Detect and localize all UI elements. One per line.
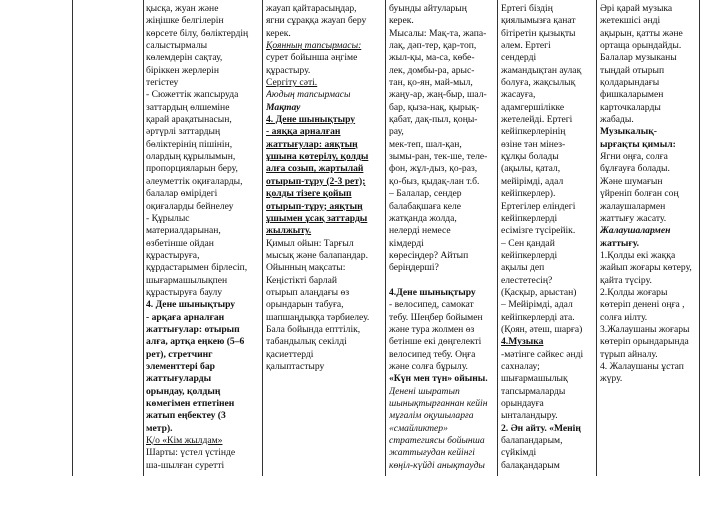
text-line: кейіпкерлерді ата. bbox=[501, 311, 575, 323]
text-line: әлем. Ертегі bbox=[501, 40, 551, 52]
text-line: тегістеу bbox=[146, 77, 179, 89]
text-line: ұшымен ұсақ заттарды bbox=[266, 212, 368, 224]
column-divider bbox=[143, 0, 144, 476]
text-line: Жалаушалармен bbox=[600, 225, 671, 237]
text-line: қо-быз, қыдақ-лан т.б. bbox=[389, 175, 480, 187]
text-line: Бала бойында епттілік, bbox=[266, 323, 361, 335]
text-line: (ақылы, қатал, bbox=[501, 163, 561, 175]
text-line: көрсете білу, бөліктердің bbox=[146, 27, 249, 39]
text-line: Кеңістікті барлай bbox=[266, 274, 337, 286]
text-line: - велосипед, самокат bbox=[389, 299, 474, 311]
text-line: – Балалар, сендер bbox=[389, 188, 462, 200]
text-line: Мақтау bbox=[266, 101, 301, 113]
text-line: мейірімді, адал bbox=[501, 175, 564, 187]
text-line: жатқанда жолда, bbox=[389, 212, 457, 224]
text-line: құрастыру. bbox=[266, 64, 311, 76]
text-line: (Қоян, әтеш, шарға) bbox=[501, 323, 583, 335]
text-line: рет), стретчинг bbox=[146, 348, 213, 360]
text-line: шынықтырғаннан кейін bbox=[389, 398, 488, 409]
text-line: карточкаларды bbox=[600, 101, 661, 113]
column-word-syllables bbox=[389, 3, 497, 472]
text-line: құрастыруға баулу bbox=[146, 286, 223, 298]
text-line: жаттығудан кейінгі bbox=[389, 447, 475, 459]
text-line: -мәтінге сәйкес әнді bbox=[501, 348, 584, 360]
text-line: жалаушалармен bbox=[600, 200, 666, 212]
text-line: – Мейірімді, адал bbox=[501, 299, 573, 311]
text-line: нелерді немесе bbox=[389, 225, 451, 237]
text-line: - арқаға арналған bbox=[146, 311, 225, 323]
text-line: қабат, дақ-пыл, қоңы- bbox=[389, 114, 478, 126]
text-line: жауап қайтарасыңдар, bbox=[266, 3, 357, 14]
column-story-activities bbox=[266, 3, 385, 373]
column-divider bbox=[385, 0, 386, 476]
text-line: алға, артқа еңкею (5–6 bbox=[146, 336, 245, 348]
text-line: керек. bbox=[266, 27, 291, 39]
text-line: Әрі қарай музыка bbox=[600, 3, 673, 14]
text-line: оқиғаларды бейнелеу bbox=[146, 200, 234, 212]
text-line: және солға бұрылу. bbox=[389, 360, 468, 372]
text-line: жаттығулар: отырып bbox=[146, 323, 240, 335]
text-line: солға иілту. bbox=[600, 311, 648, 323]
text-line: фишкаларымен bbox=[600, 89, 664, 101]
text-line: отырып-тұру; аяқтың bbox=[266, 200, 363, 212]
text-line: Ойынның мақсаты: bbox=[266, 262, 346, 274]
text-line: құрастыруға, bbox=[146, 249, 200, 261]
text-line: жылжыту. bbox=[266, 225, 312, 237]
text-line: қасиеттерді bbox=[266, 348, 314, 360]
column-fairy-tales-music bbox=[501, 3, 596, 472]
text-line: тан, қо-ян, май-мыл, bbox=[389, 77, 473, 89]
text-line: шығармашылықпен bbox=[146, 274, 228, 286]
text-line: - аяққа арналған bbox=[266, 126, 341, 138]
text-line bbox=[389, 275, 497, 287]
text-line: жыл-қы, ма-са, көбе- bbox=[389, 52, 475, 64]
text-line: табандылық секілді bbox=[266, 336, 347, 348]
text-line: элементтері бар bbox=[146, 360, 215, 372]
text-line: тебу. Шеңбер бойымен bbox=[389, 311, 483, 323]
text-line: 4.Музыка bbox=[501, 336, 544, 348]
text-line: алға созып, жартылай bbox=[266, 163, 364, 175]
text-line: Ертегілер еліндегі bbox=[501, 200, 576, 212]
text-line: жамандықтан аулақ bbox=[501, 64, 582, 76]
text-line: Ертегі біздің bbox=[501, 3, 553, 14]
text-line: бетінше екі дөңгелекті bbox=[389, 336, 482, 348]
text-line: ягни сұраққа жауап беру bbox=[266, 15, 367, 27]
text-line: көңіл-күйді анықтауды bbox=[389, 459, 485, 471]
text-line: мысық және балапандар. bbox=[266, 249, 368, 261]
text-line: жаңу-ар, жаң-быр, шал- bbox=[389, 89, 487, 101]
text-line: біріккен жерлерін bbox=[146, 64, 219, 76]
text-line: ортаща орындайды. bbox=[600, 40, 682, 52]
column-music-movement bbox=[600, 3, 699, 386]
text-line: түрып айналу. bbox=[600, 348, 658, 360]
text-line: шығармашылық bbox=[501, 373, 568, 385]
text-line: үйреніп болған соң bbox=[600, 188, 679, 200]
text-line: қолдарындағы bbox=[600, 77, 660, 89]
text-line: көтеріп орындарында bbox=[600, 336, 689, 348]
text-line: орындау, қолдың bbox=[146, 385, 221, 397]
text-line: 2.Қолды жоғары bbox=[600, 286, 668, 298]
text-line: - Құрылыс bbox=[146, 212, 190, 224]
column-divider bbox=[497, 0, 498, 476]
text-line: Балалар музыканы bbox=[600, 52, 677, 64]
text-line: жаттығулар: аяқтың bbox=[266, 138, 358, 150]
text-line: көмегімен етпетінен bbox=[146, 398, 235, 409]
text-line: Денені шыратып bbox=[389, 385, 460, 397]
text-line: өзіне тән мінез- bbox=[501, 138, 566, 150]
text-line: метр). bbox=[146, 422, 173, 434]
text-line: ынталандыру. bbox=[501, 410, 558, 422]
text-line: адамгершілікке bbox=[501, 101, 565, 113]
text-line: орындауға bbox=[501, 398, 544, 409]
text-line: кейіпкерлерді bbox=[501, 212, 558, 224]
text-line: рау, bbox=[389, 126, 404, 138]
text-line: жасауға, bbox=[501, 89, 536, 101]
text-line: ұшына көтерілу, қолды bbox=[266, 151, 369, 163]
table-border-left bbox=[72, 0, 73, 476]
text-line: 2. Ән айту. «Менің bbox=[501, 422, 581, 434]
text-line: жабады. bbox=[600, 114, 634, 126]
text-line: балабақшаға келе bbox=[389, 200, 462, 212]
text-line: Шарты: үстел үстінде bbox=[146, 447, 236, 459]
text-line: ырғақты қимыл: bbox=[600, 138, 676, 150]
text-line: мұғалім оқушыларға bbox=[389, 410, 474, 422]
text-line: 4. Дене шынықтыру bbox=[146, 299, 236, 311]
text-line: ақылы деп bbox=[501, 262, 545, 274]
text-line: (Қасқыр, арыстан) bbox=[501, 286, 577, 298]
text-line: лақ, дәп-тер, қар-топ, bbox=[389, 40, 477, 52]
text-line: Қоянның тапсырмасы: bbox=[266, 40, 362, 52]
text-line: орындарын табуға, bbox=[266, 299, 344, 311]
text-line: сендерді bbox=[501, 52, 537, 64]
text-line: қысқа, жуан және bbox=[146, 3, 219, 14]
text-line: Музыкалық- bbox=[600, 126, 657, 138]
text-line: балалар өмірідегі bbox=[146, 188, 218, 200]
text-line: пропорцияларын беру, bbox=[146, 163, 238, 175]
text-line: олардың құрылымын, bbox=[146, 151, 236, 163]
text-line: бұлғауға болады. bbox=[600, 163, 670, 175]
text-line: отырып алаңдағы өз bbox=[266, 286, 350, 298]
text-line: кімдерді bbox=[389, 237, 424, 249]
text-line: жетекшісі әнді bbox=[600, 15, 661, 27]
text-line: фон, жұл-дыз, қо-раз, bbox=[389, 163, 478, 175]
text-line: сүйкімді bbox=[501, 447, 537, 459]
text-line: жатып еңбектеу (3 bbox=[146, 410, 226, 422]
text-line: көлемдерін сақтау, bbox=[146, 52, 223, 64]
text-line: 4. Жалаушаны ұстап bbox=[600, 360, 684, 372]
text-line: кейіпкерлерінің bbox=[501, 126, 566, 138]
text-line: әлеуметтік оқиғаларды, bbox=[146, 175, 243, 187]
text-line: сахналау; bbox=[501, 360, 540, 372]
text-line: жүру. bbox=[600, 373, 623, 385]
text-line: тыңдай отырып bbox=[600, 64, 665, 76]
text-line: зымы-ран, тек-ше, теле- bbox=[389, 151, 488, 163]
table-border-right bbox=[699, 0, 700, 476]
text-line: Сергіту сәті. bbox=[266, 77, 318, 89]
text-line: жайып жоғары көтеру, bbox=[600, 262, 692, 274]
text-line: Аюдың тапсырмасы bbox=[266, 89, 351, 101]
text-line: «смайликтер» bbox=[389, 422, 448, 434]
text-line: жаттығуларды bbox=[146, 373, 212, 385]
text-line: қайта түсіру. bbox=[600, 274, 652, 286]
text-line: Және шумағын bbox=[600, 175, 663, 187]
text-line: есімізге түсірейік. bbox=[501, 225, 576, 237]
text-line: балақандарым bbox=[501, 459, 560, 471]
text-line: бітіретін қызықты bbox=[501, 27, 576, 39]
text-line: велосипед тебу. Оңға bbox=[389, 348, 476, 360]
text-line: материалдарынан, bbox=[146, 225, 221, 237]
column-art-activities bbox=[146, 3, 262, 472]
text-line: буынды айтуларың bbox=[389, 3, 467, 14]
text-line: бар, қыза-нақ, қырық- bbox=[389, 101, 480, 113]
text-line: 1.Қолды екі жаққа bbox=[600, 249, 676, 261]
text-line: керек. bbox=[389, 15, 414, 27]
text-line: Қ/о «Кім жылдам» bbox=[146, 435, 223, 447]
text-line: беріңдерші? bbox=[389, 262, 439, 274]
text-line: жіңішке белгілерін bbox=[146, 15, 224, 27]
text-line: 4.Дене шынықтыру bbox=[389, 286, 476, 298]
text-line: өзбетінше ойдан bbox=[146, 237, 214, 249]
column-divider bbox=[262, 0, 263, 476]
text-line: Ягни оңға, солға bbox=[600, 151, 668, 163]
text-line: балапандарым, bbox=[501, 435, 563, 447]
text-line: қарай арақатынасын, bbox=[146, 114, 232, 126]
text-line: көресіңдер? Айтып bbox=[389, 249, 469, 261]
text-line: әртүрлі заттардың bbox=[146, 126, 221, 138]
text-line: жетелейді. Ертегі bbox=[501, 114, 573, 126]
text-line: Қимыл ойын: Тарғыл bbox=[266, 237, 354, 249]
text-line: стратегиясы бойынша bbox=[389, 435, 485, 447]
text-line: «Күн мен түн» ойыны. bbox=[389, 373, 488, 385]
text-line: қалыптастыру bbox=[266, 360, 325, 372]
text-line: лек, домбы-ра, арыс- bbox=[389, 64, 475, 76]
text-line: құрдастарымен бірлесіп, bbox=[146, 262, 248, 274]
text-line: отырып-тұру (2-3 рет); bbox=[266, 175, 366, 187]
text-line: кейіпкерлер). bbox=[501, 188, 556, 200]
text-line: ша-шылған суретті bbox=[146, 459, 225, 471]
text-line: тапсырмаларды bbox=[501, 385, 566, 397]
text-line: бөліктерінің пішінін, bbox=[146, 138, 233, 150]
text-line: – Сен қандай bbox=[501, 237, 555, 249]
text-line: кейіпкерлерді bbox=[501, 249, 558, 261]
text-line: заттардың өлшеміне bbox=[146, 101, 230, 113]
text-line: ақырын, қатты және bbox=[600, 27, 683, 39]
text-line: 4. Дене шынықтыру bbox=[266, 114, 356, 126]
text-line: - Сюжеттік жапсыруда bbox=[146, 89, 239, 101]
text-line: қолды тізеге қойып bbox=[266, 188, 352, 200]
text-line: салыстырмалы bbox=[146, 40, 208, 52]
column-divider bbox=[596, 0, 597, 476]
text-line: Мысалы: Мақ-та, жапа- bbox=[389, 27, 487, 39]
text-line: және тура жолмен өз bbox=[389, 323, 475, 335]
text-line: қиялымызға қанат bbox=[501, 15, 576, 27]
text-line: болуға, жақсылық bbox=[501, 77, 576, 89]
text-line: көтеріп денені оңға , bbox=[600, 299, 685, 311]
text-line: жаттығу. bbox=[600, 237, 640, 249]
text-line: жаттығу жасату. bbox=[600, 212, 667, 224]
text-line: құлқы болады bbox=[501, 151, 559, 163]
text-line: сурет бойынша әңгіме bbox=[266, 52, 358, 64]
text-line: мек-теп, шал-қан, bbox=[389, 138, 462, 150]
text-line: 3.Жалаушаны жоғары bbox=[600, 323, 690, 335]
text-line: елестетесің? bbox=[501, 274, 553, 286]
text-line: шапшаңдыққа тәрбиелеу. bbox=[266, 311, 370, 323]
